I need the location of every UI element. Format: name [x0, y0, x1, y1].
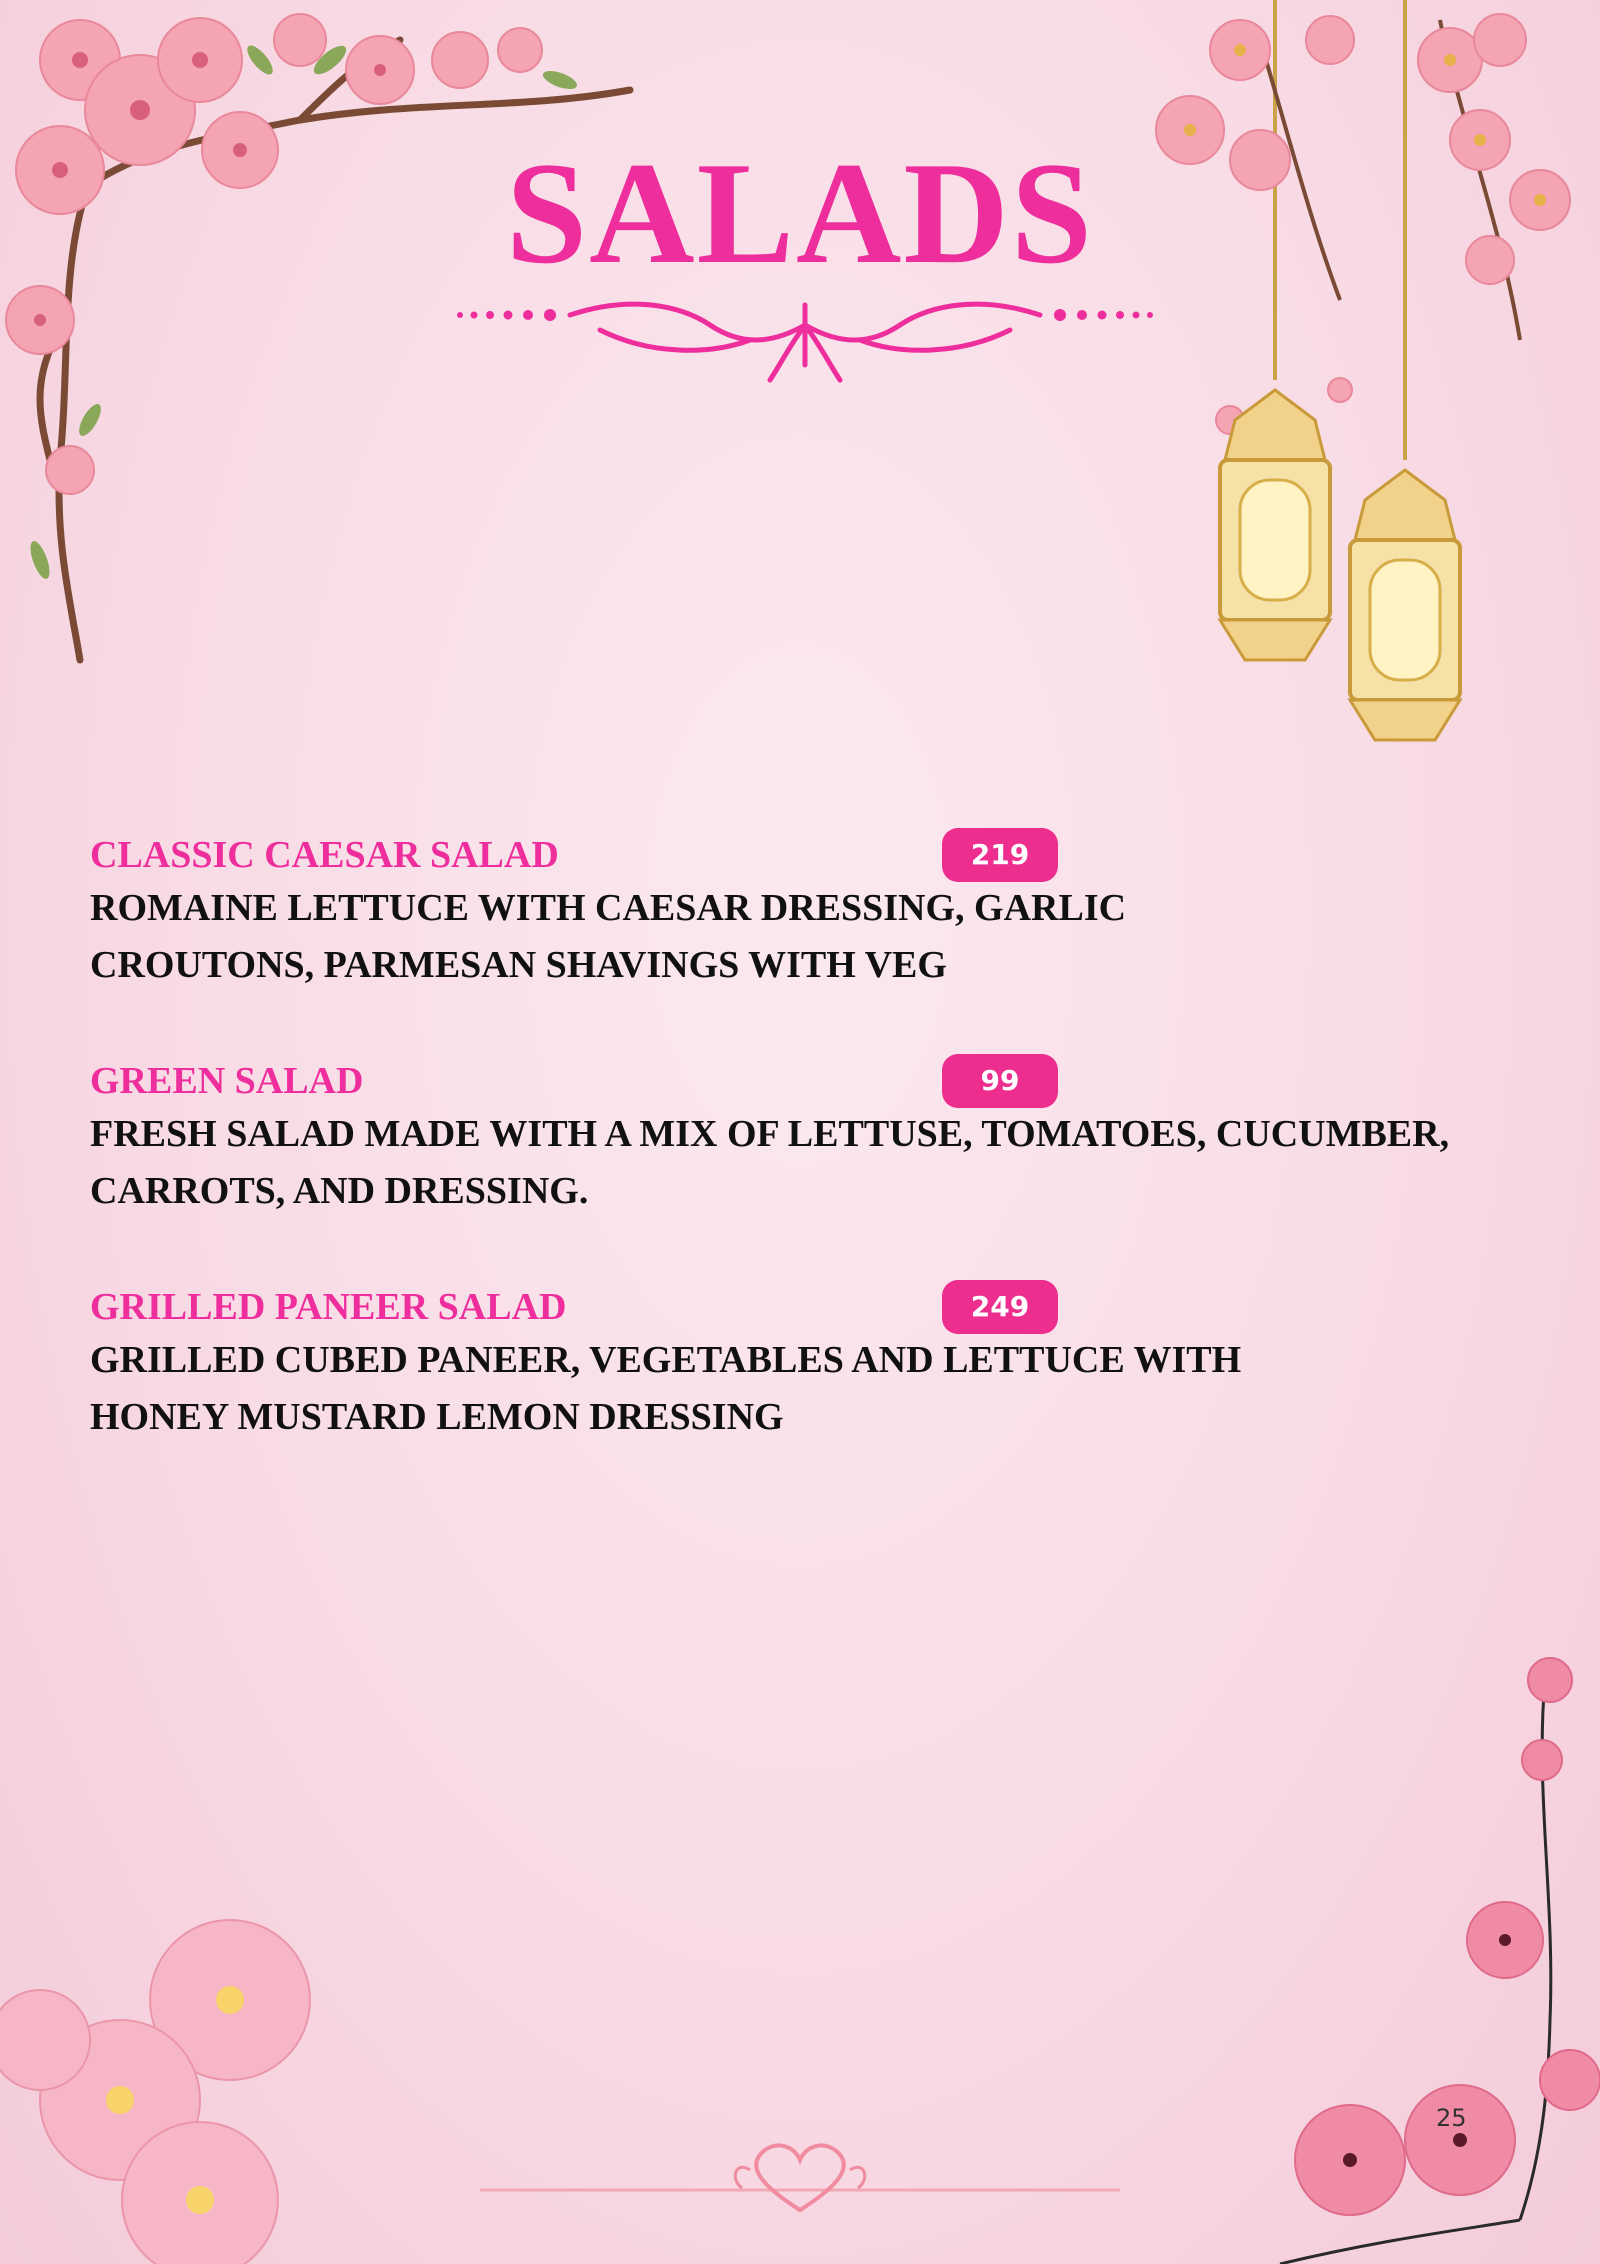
price-badge: 249: [942, 1280, 1058, 1334]
lantern-icon: [1140, 0, 1600, 760]
price-badge: 219: [942, 828, 1058, 882]
item-description: ROMAINE LETTUCE WITH CAESAR DRESSING, GARLIC CROUTONS, PARMESAN SHAVINGS WITH VEG: [90, 887, 1127, 986]
item-description: FRESH SALAD MADE WITH A MIX OF LETTUSE, TOMATOES, CUCUMBER, CARROTS, AND DRESSING.: [90, 1113, 1450, 1212]
flourish-divider-icon: [450, 285, 1160, 385]
menu-item: [90, 1282, 1510, 1446]
cherry-blossom-icon: [1080, 1640, 1600, 2264]
menu-list: [90, 830, 1510, 1508]
page-number: 25: [1436, 2104, 1467, 2132]
item-description: GRILLED CUBED PANEER, VEGETABLES AND LETTUCE WITH HONEY MUSTARD LEMON DRESSING: [90, 1339, 1242, 1438]
menu-item: [90, 830, 1510, 994]
cherry-blossom-icon: [0, 1900, 360, 2264]
price-badge: 99: [942, 1054, 1058, 1108]
heart-flourish-icon: [480, 2130, 1120, 2220]
item-name: CLASSIC CAESAR SALAD: [90, 834, 559, 876]
item-name: GRILLED PANEER SALAD: [90, 1286, 567, 1328]
page-title: SALADS: [505, 132, 1095, 294]
menu-item: [90, 1056, 1510, 1220]
item-name: GREEN SALAD: [90, 1060, 364, 1102]
